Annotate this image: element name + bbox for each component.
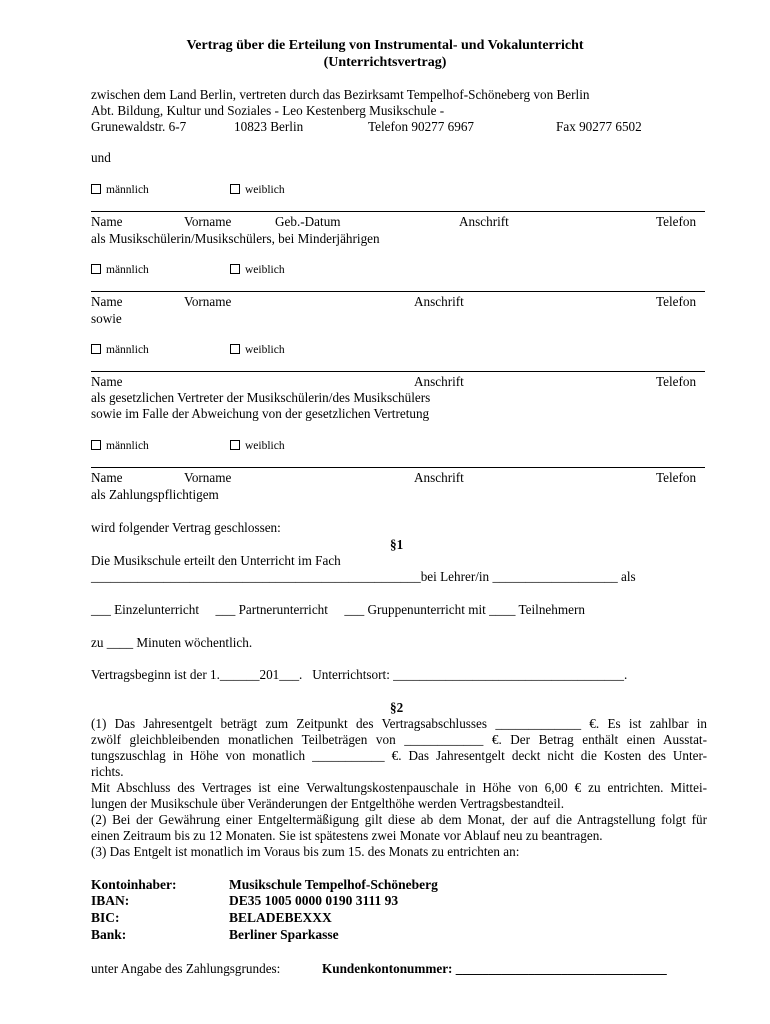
checkbox-male-4[interactable]: männlich [91,438,149,454]
iban-value: DE35 1005 0000 0190 3111 93 [229,893,399,908]
role-sowie: sowie [91,311,122,326]
label-anschrift: Anschrift [459,214,509,229]
fach-lehrer-line[interactable]: __________________________________________________bei Lehrer/in ___________________ als [91,569,636,584]
para-2-1-line-4: richts. [91,764,124,779]
label-name: Name [91,294,123,309]
label-anschrift: Anschrift [414,470,464,485]
section-2-heading: §2 [390,700,404,715]
checkbox-icon[interactable] [91,264,101,274]
input-line-parent-2[interactable] [91,371,705,372]
address-street: Grunewaldstr. 6-7 [91,119,187,134]
checkbox-icon[interactable] [230,440,240,450]
role-deviation: sowie im Falle der Abweichung von der gesetzlichen Vertretung [91,406,430,421]
checkbox-male-3[interactable]: männlich [91,342,149,358]
role-payer: als Zahlungspflichtigem [91,487,219,502]
para-2-1-line-3: tungszuschlag in Höhe von monatlich ___________ €. Das Jahresentgelt deckt nicht die Kosten des Unter- [91,748,707,763]
label-anschrift: Anschrift [414,374,464,389]
kontoinhaber-value: Musikschule Tempelhof-Schöneberg [229,877,438,892]
checkbox-female-3[interactable]: weiblich [230,342,285,358]
checkbox-female-4[interactable]: weiblich [230,438,285,454]
input-line-payer[interactable] [91,467,705,468]
checkbox-icon[interactable] [230,344,240,354]
label-anschrift: Anschrift [414,294,464,309]
label-vorname: Vorname [184,214,232,229]
para-2-1-line-2: zwölf gleichbleibenden monatlichen Teilbeträgen von ____________ €. Der Betrag enthält einen Ausstat- [91,732,707,747]
label-name: Name [91,470,123,485]
para-2-1-line-6: lungen der Musikschule über Veränderungen der Entgelthöhe werden Vertragsbestandteil. [91,796,565,811]
input-line-student[interactable] [91,211,705,212]
para-2-3: (3) Das Entgelt ist monatlich im Voraus bis zum 15. des Monats zu entrichten an: [91,844,520,859]
role-student: als Musikschülerin/Musikschülers, bei Minderjährigen [91,231,380,246]
checkbox-icon[interactable] [91,344,101,354]
checkbox-icon[interactable] [91,184,101,194]
label-vorname: Vorname [184,294,232,309]
kundenkontonummer-field[interactable]: Kundenkontonummer: ________________________________ [322,961,667,976]
document-subtitle: (Unterrichtsvertrag) [323,55,447,70]
iban-label: IBAN: [91,893,130,908]
minuten-field[interactable]: zu ____ Minuten wöchentlich. [91,635,253,650]
label-telefon: Telefon [656,294,697,309]
address-phone: Telefon 90277 6967 [368,119,475,134]
label-telefon: Telefon [656,214,697,229]
checkbox-male-1[interactable]: männlich [91,182,149,198]
checkbox-icon[interactable] [230,184,240,194]
kontoinhaber-label: Kontoinhaber: [91,877,177,892]
para-2-2-line-2: einen Zeitraum bis zu 12 Monaten. Sie ist spätestens zwei Monate vor Ablauf neu zu beantragen. [91,828,603,843]
role-legal-guardian: als gesetzlichen Vertreter der Musikschülerin/des Musikschülers [91,390,431,405]
und-label: und [91,150,111,165]
bank-value: Berliner Sparkasse [229,927,339,942]
unterrichtsart-options[interactable]: ___ Einzelunterricht ___ Partnerunterricht ___ Gruppenunterricht mit ____ Teilnehmern [91,602,585,617]
checkbox-icon[interactable] [230,264,240,274]
label-telefon: Telefon [656,374,697,389]
bic-label: BIC: [91,910,120,925]
intro-line-1: zwischen dem Land Berlin, vertreten durch das Bezirksamt Tempelhof-Schöneberg von Berlin [91,87,590,102]
bic-value: BELADEBEXXX [229,910,332,925]
label-name: Name [91,374,123,389]
intro-line-2: Abt. Bildung, Kultur und Soziales - Leo Kestenberg Musikschule - [91,103,445,118]
checkbox-female-2[interactable]: weiblich [230,262,285,278]
para-2-1-line-5: Mit Abschluss des Vertrages ist eine Verwaltungskostenpauschale in Höhe von 6,00 € zu entrichten. Mittei- [91,780,707,795]
label-telefon: Telefon [656,470,697,485]
zahlungsgrund-label: unter Angabe des Zahlungsgrundes: [91,961,281,976]
section-1-heading: §1 [390,537,404,552]
checkbox-male-2[interactable]: männlich [91,262,149,278]
input-line-parent-1[interactable] [91,291,705,292]
document-title: Vertrag über die Erteilung von Instrumental- und Vokalunterricht [186,38,584,53]
label-name: Name [91,214,123,229]
bank-label: Bank: [91,927,127,942]
para-2-2-line-1: (2) Bei der Gewährung einer Entgeltermäßigung gilt diese ab dem Monat, der auf die Antragstellung folgt für [91,812,707,827]
checkbox-female-1[interactable]: weiblich [230,182,285,198]
fach-label: Die Musikschule erteilt den Unterricht im Fach [91,553,341,568]
label-geburtsdatum: Geb.-Datum [275,214,341,229]
contract-intro: wird folgender Vertrag geschlossen: [91,520,281,535]
address-fax: Fax 90277 6502 [556,119,642,134]
label-vorname: Vorname [184,470,232,485]
address-city: 10823 Berlin [234,119,304,134]
vertragsbeginn-field[interactable]: Vertragsbeginn ist der 1.______201___. Unterrichtsort: ___________________________________. [91,667,628,682]
checkbox-icon[interactable] [91,440,101,450]
para-2-1-line-1: (1) Das Jahresentgelt beträgt zum Zeitpunkt des Vertragsabschlusses _____________ €. Es ist zahlbar in [91,716,707,731]
